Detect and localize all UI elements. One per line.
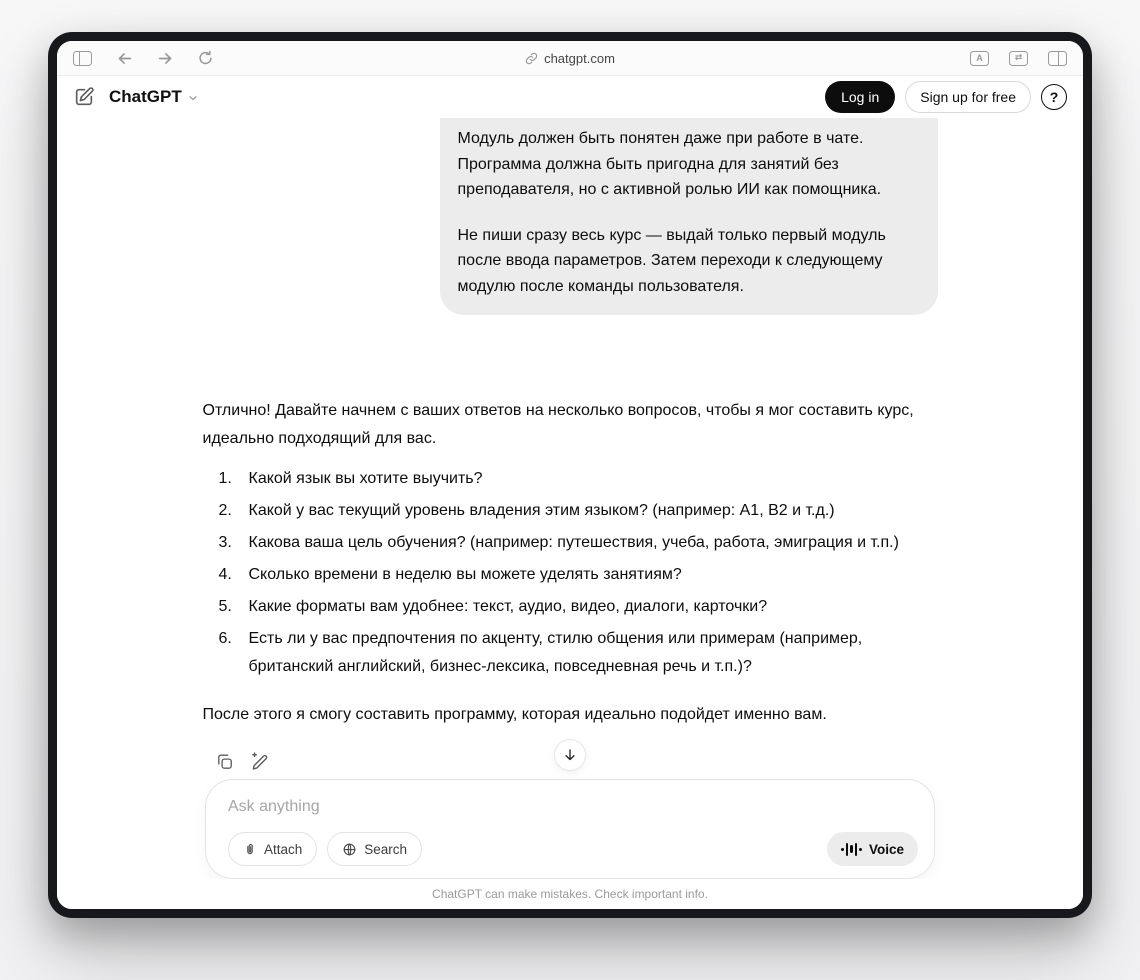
user-message-bubble (440, 118, 938, 315)
app-title: ChatGPT (109, 87, 182, 106)
assistant-outro: После этого я смогу составить программу, которая идеально подойдет именно вам. (202, 706, 827, 723)
list-item: Сколько времени в неделю вы можете уделять занятиям? (248, 566, 682, 583)
url-text: chatgpt.com (544, 50, 615, 66)
browser-window (57, 41, 1083, 909)
url-bar[interactable] (525, 51, 615, 66)
list-item: Какой язык вы хотите выучить? (248, 470, 483, 487)
link-icon (525, 52, 538, 65)
scroll-to-bottom-button[interactable] (554, 739, 586, 771)
help-icon[interactable]: ? (1041, 84, 1067, 110)
attach-button[interactable]: Attach (228, 832, 317, 866)
login-button[interactable]: Log in (825, 81, 895, 113)
signup-button[interactable]: Sign up for free (905, 81, 1031, 113)
user-message-paragraph: Не пиши сразу весь курс — выдай только первый модуль после ввода параметров. Затем переходи к следующему модулю после команды пользователя. (457, 226, 886, 295)
assistant-message (203, 397, 938, 729)
forward-icon[interactable] (157, 51, 174, 66)
voice-button[interactable]: Voice (827, 832, 918, 866)
chat-scroll-area[interactable] (57, 118, 1083, 775)
user-message-paragraph: Модуль должен быть понятен даже при работе в чате. Программа должна быть пригодна для занятий без преподавателя, но с активной ролью ИИ как помощника. (457, 130, 882, 198)
copy-icon[interactable] (215, 752, 234, 771)
tab-switch-icon[interactable]: ⇄ (1009, 51, 1028, 66)
message-input[interactable] (228, 796, 918, 818)
chatgpt-header (57, 76, 1083, 118)
list-item: Какой у вас текущий уровень владения этим языком? (например: A1, B2 и т.д.) (248, 502, 835, 519)
browser-toolbar (57, 41, 1083, 76)
waveform-icon (841, 843, 862, 856)
new-chat-icon[interactable] (73, 86, 95, 108)
list-item: Какова ваша цель обучения? (например: путешествия, учеба, работа, эмиграция и т.п.) (248, 534, 899, 551)
globe-icon (342, 842, 357, 857)
arrow-down-icon (562, 747, 578, 763)
search-button[interactable]: Search (327, 832, 422, 866)
edit-icon[interactable] (250, 751, 270, 771)
list-item: Какие форматы вам удобнее: текст, аудио, видео, диалоги, карточки? (248, 598, 768, 615)
chevron-down-icon (187, 92, 199, 104)
sidebar-toggle-icon[interactable] (73, 51, 92, 66)
list-item: Есть ли у вас предпочтения по акценту, стилю общения или примерам (например, британский английский, бизнес-лексика, повседневная речь и т.п.)? (248, 630, 863, 675)
split-view-icon[interactable] (1048, 51, 1067, 66)
back-icon[interactable] (116, 51, 133, 66)
paperclip-icon (243, 842, 257, 857)
assistant-intro: Отлично! Давайте начнем с ваших ответов на несколько вопросов, чтобы я мог составить курс, идеально подходящий для вас. (202, 402, 914, 447)
translate-icon[interactable]: A (970, 51, 989, 66)
composer-toolbar (228, 832, 918, 866)
composer (205, 779, 935, 879)
chat-main (57, 118, 1083, 909)
question-list (203, 465, 938, 681)
browser-window-frame (48, 32, 1092, 918)
disclaimer: ChatGPT can make mistakes. Check important info. (57, 879, 1083, 909)
model-switcher[interactable] (109, 87, 199, 107)
reload-icon[interactable] (198, 50, 213, 66)
